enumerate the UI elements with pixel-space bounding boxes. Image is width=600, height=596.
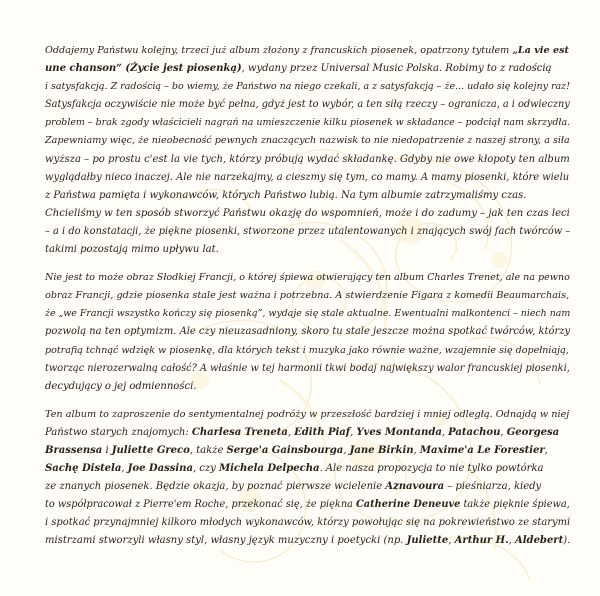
text-line: [45, 460, 565, 478]
bold-name: Arthur H.: [454, 535, 509, 547]
text-run: ,: [448, 535, 455, 547]
bold-name: Jane Birkin: [349, 444, 414, 456]
text-run: ,: [500, 426, 507, 438]
text-run: także pięknie śpiewa,: [460, 499, 570, 511]
text-line: [45, 96, 570, 114]
bold-name: Joe Dassina: [127, 463, 193, 475]
text-run: ,: [441, 426, 449, 438]
text-line: [45, 287, 570, 305]
bold-name: Maxime'a Le Forestier: [419, 444, 545, 456]
text-line: [45, 223, 571, 241]
text-run: i: [102, 444, 112, 456]
text-run: ,: [121, 463, 128, 475]
bold-name: Charlesa Treneta: [191, 426, 288, 438]
text-run: wyższa – po prostu c'est la vie tych, którzy próbują wydać składankę. Gdyby nie owe kłopoty ten album: [45, 153, 570, 165]
text-run: Państwo starych znajomych:: [45, 426, 192, 438]
text-line: [45, 442, 565, 460]
text-run: i spotkać przynajmniej kilkoro młodych wykonawców, którzy powołując się na pokrewieństwo ze starymi: [45, 517, 571, 529]
text-run: Zapewniamy więc, że nieobecność pewnych znaczących nazwisk to nie niedopatrzenie z naszej strony, a siła: [45, 135, 570, 147]
text-line: [45, 305, 571, 323]
text-line: [45, 169, 570, 187]
text-run: – a i do konstatacji, że piękne piosenki, stworzone przez utalentowanych i znających swój fach twórców –: [45, 225, 571, 237]
text-run: ).: [563, 535, 571, 547]
bold-name: une chanson“ (Życie jest piosenką): [45, 63, 242, 75]
text-line: [45, 42, 569, 60]
text-run: to współpracował z Pierre'em Roche, przekonać się, że piękna: [45, 499, 357, 511]
bold-name: Sachę Distela: [45, 463, 122, 475]
text-line: [45, 132, 570, 150]
text-line: [45, 269, 570, 287]
bold-name: Serge'a Gainsbourga: [226, 444, 344, 456]
text-run: , wydany przez Universal Music Polska. Robimy to z radością: [241, 63, 552, 75]
bold-name: „La vie est: [512, 45, 569, 56]
text-run: że „we Francji wszystko kończy się piosenką”, wydaje się stale aktualne. Ewentualni malkontenci – niech nam: [45, 308, 571, 320]
text-line: [45, 378, 565, 396]
bold-name: Brassensa: [45, 444, 103, 456]
text-run: , czy: [192, 463, 219, 475]
text-run: tworząc nierozerwalną całość? A właśnie w tej harmonii tkwi bodaj największy walor francuskiej piosenki,: [45, 362, 570, 374]
text-line: [45, 323, 571, 341]
text-line: [45, 151, 570, 169]
text-line: [45, 205, 570, 223]
text-run: takimi pozostają mimo upływu lat.: [45, 244, 219, 256]
text-line: [45, 187, 565, 205]
text-run: Ten album to zaproszenie do sentymentalnej podróży w przeszłość bardziej i mniej odległą. Odnajdą w niej: [45, 408, 570, 420]
text-line: [45, 241, 565, 259]
text-line: [45, 114, 571, 132]
text-run: ,: [287, 426, 295, 438]
text-line: [45, 514, 571, 532]
text-line: [45, 78, 571, 96]
text-run: Satysfakcja oczywiście nie może być pełna, gdyż jest to wybór, a ten siłą rzeczy – ogranicza, a i odwieczny: [45, 99, 570, 111]
text-run: Oddajemy Państwu kolejny, trzeci już album złożony z francuskich piosenek, opatrzony tytułem: [45, 45, 513, 56]
text-run: wyglądałby nieco inaczej. Ale nie narzekajmy, a cieszmy się tym, co mamy. A mamy piosenki, które wielu: [45, 171, 570, 183]
text-line: [45, 496, 570, 514]
paragraph: [45, 406, 571, 551]
text-run: ,: [343, 444, 350, 456]
bold-name: Edith Piaf: [294, 426, 351, 438]
text-line: [45, 424, 565, 442]
text-line: [45, 406, 570, 424]
text-run: z Państwa pamięta i wykonawców, których Państwo lubią. Na tym albumie zatrzymaliśmy czas.: [45, 189, 527, 201]
bold-name: Aldebert: [514, 535, 564, 547]
text-run: ,: [350, 426, 357, 438]
text-run: – pieśniarza, kiedy: [444, 481, 542, 493]
bold-name: Juliette: [406, 535, 449, 547]
liner-notes-text: [45, 42, 571, 551]
text-line: [45, 360, 570, 378]
bold-name: Patachou: [448, 426, 501, 438]
bold-name: Juliette Greco: [111, 444, 190, 456]
bold-name: Michela Delpecha: [218, 463, 320, 475]
text-line: [45, 342, 569, 360]
text-run: ,: [544, 444, 548, 456]
text-run: potrafią tchnąć wdzięk w piosenkę, dla których tekst i muzyka jako równie ważne, wzajemnie się dopełniają,: [45, 344, 569, 356]
bold-name: Georgesa: [506, 426, 560, 438]
text-line: [45, 478, 565, 496]
text-run: pozwolą na ten optymizm. Ale czy nieuzasadniony, skoro tu stale jeszcze można spotkać twórców, którzy: [45, 326, 571, 338]
bold-name: Yves Montanda: [356, 426, 442, 438]
bold-name: Catherine Deneuve: [356, 499, 461, 511]
text-run: problem – brak zgody właścicieli nagrań na umieszczenie kilku piosenek w składance – podciął nam skrzydła.: [45, 117, 571, 129]
text-line: [45, 532, 571, 550]
text-run: obraz Francji, gdzie piosenka stale jest ważna i potrzebna. A stwierdzenie Figara z komedii Beaumarchais,: [45, 290, 570, 302]
text-line: [45, 60, 565, 78]
text-run: ze znanych piosenek. Będzie okazja, by poznać pierwsze wcielenie: [45, 481, 386, 493]
bold-name: Aznavoura: [385, 481, 445, 493]
text-run: . Ale nasza propozycja to nie tylko powtórka: [319, 463, 544, 475]
text-run: Nie jest to może obraz Słodkiej Francji, o której śpiewa otwierający ten album Charles Trenet, ale na pewno: [45, 272, 570, 284]
paragraph: [45, 269, 571, 396]
text-run: ,: [413, 444, 420, 456]
text-run: ,: [508, 535, 515, 547]
text-run: Chcieliśmy w ten sposób stworzyć Państwu okazję do wspomnień, może i do zadumy – jak ten czas leci: [45, 207, 570, 219]
text-run: mistrzami stworzyli własny styl, własny język muzyczny i poetycki (np.: [45, 535, 407, 547]
text-run: decydujący o jej odmienności.: [45, 380, 197, 392]
paragraph: [45, 42, 571, 259]
text-run: i satysfakcją. Z radością – bo wiemy, że Państwo na niego czekali, a z satysfakcją – że... udało się kolejny raz!: [45, 81, 571, 93]
text-run: , także: [189, 444, 227, 456]
